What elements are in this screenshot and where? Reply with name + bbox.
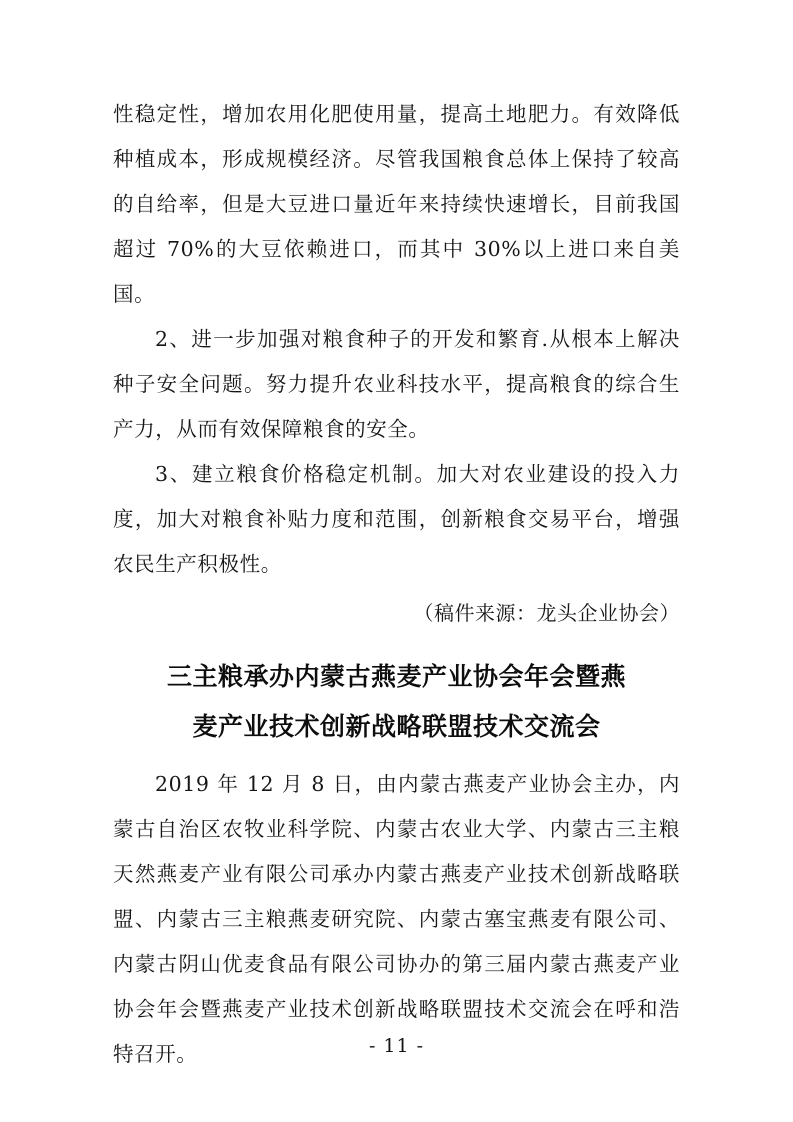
paragraph-item-2: 2、进一步加强对粮食种子的开发和繁育.从根本上解决种子安全问题。努力提升农业科技水平，提高粮食的综合生产力，从而有效保障粮食的安全。: [113, 327, 680, 441]
source-attribution: （稿件来源：龙头企业协会）: [413, 601, 680, 625]
page-content: [113, 92, 680, 1077]
article-body: [113, 762, 680, 1077]
paragraph-article-1: 2019 年 12 月 8 日，由内蒙古燕麦产业协会主办，内蒙古自治区农牧业科学院、内蒙古农业大学、内蒙古三主粮天然燕麦产业有限公司承办内蒙古燕麦产业技术创新战略联盟、内蒙古三主粮燕麦研究院、内蒙古塞宝燕麦有限公司、内蒙古阴山优麦食品有限公司协办的第三届内蒙古燕麦产业协会年会暨燕麦产业技术创新战略联盟技术交流会在呼和浩特召开。: [113, 772, 680, 1066]
paragraph-item-3: 3、建立粮食价格稳定机制。加大对农业建设的投入力度，加大对粮食补贴力度和范围，创新粮食交易平台，增强农民生产积极性。: [113, 462, 680, 576]
article-heading-line-1: 三主粮承办内蒙古燕麦产业协会年会暨燕: [166, 662, 626, 691]
article-heading-line-2: 麦产业技术创新战略联盟技术交流会: [192, 712, 601, 741]
article-heading: [113, 652, 680, 752]
paragraph-continued: 性稳定性，增加农用化肥使用量，提高土地肥力。有效降低种植成本，形成规模经济。尽管我国粮食总体上保持了较高的自给率，但是大豆进口量近年来持续快速增长，目前我国超过 70%的大豆依赖进口，而其中 30%以上进口来自美国。: [113, 102, 680, 306]
page-number: - 11 -: [368, 1035, 425, 1057]
